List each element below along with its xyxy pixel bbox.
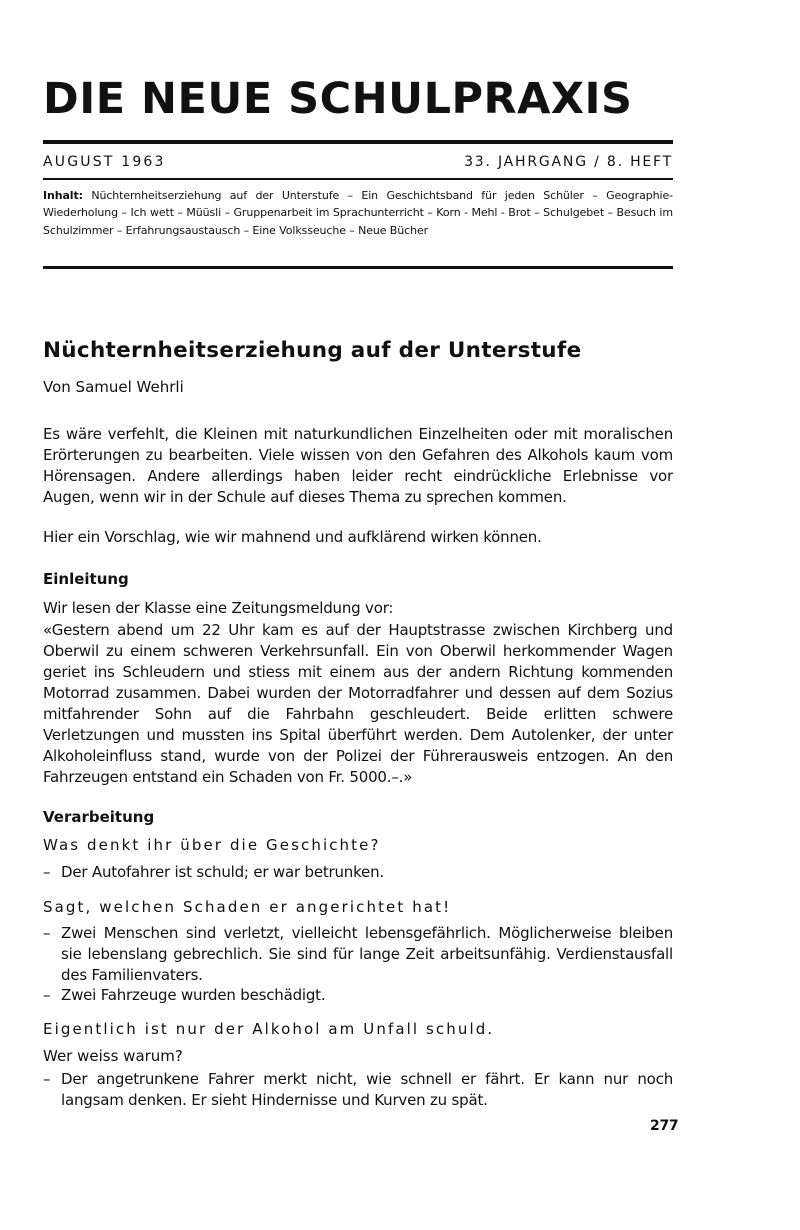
answer-3 [43, 985, 673, 1006]
question-2: Sagt, welchen Schaden er angerichtet hat! [43, 898, 452, 916]
issue-number: 33. JAHRGANG / 8. HEFT [464, 154, 673, 170]
proposal-paragraph: Hier ein Vorschlag, wie wir mahnend und aufklärend wirken können. [43, 528, 542, 546]
contents-rule-bottom [43, 266, 673, 269]
einleitung-lead: Wir lesen der Klasse eine Zeitungsmeldung vor: [43, 599, 394, 617]
dash-bullet: – [43, 1070, 51, 1088]
question-4: Wer weiss warum? [43, 1047, 183, 1065]
dash-bullet: – [43, 986, 51, 1004]
issue-date: AUGUST 1963 [43, 154, 166, 170]
question-3: Eigentlich ist nur der Alkohol am Unfall schuld. [43, 1020, 495, 1038]
issue-line [43, 154, 673, 172]
section-heading-verarbeitung: Verarbeitung [43, 808, 155, 826]
contents-label: Inhalt: [43, 189, 83, 202]
article-byline: Von Samuel Wehrli [43, 378, 184, 396]
question-1: Was denkt ihr über die Geschichte? [43, 836, 381, 854]
answer-4 [43, 1069, 673, 1111]
answer-1 [43, 862, 673, 883]
answer-1-text: Der Autofahrer ist schuld; er war betrunken. [61, 863, 384, 881]
answer-2 [43, 923, 673, 986]
contents-text: Nüchternheitserziehung auf der Unterstufe – Ein Geschichtsband für jeden Schüler – Geographie-Wiederholung – Ich wett – Müüsli – Gruppenarbeit im Sprachunterricht – Korn - Mehl - Brot – Schulgebet – Besuch im Schulzimmer – Erfahrungsaustausch – Eine Volksseuche – Neue Bücher [43, 189, 673, 237]
article-title: Nüchternheitserziehung auf der Unterstufe [43, 338, 582, 363]
dash-bullet: – [43, 924, 51, 942]
dash-bullet: – [43, 863, 51, 881]
newspaper-quote: «Gestern abend um 22 Uhr kam es auf der Hauptstrasse zwischen Kirchberg und Oberwil zu einem schweren Verkehrsunfall. Ein von Oberwil herkommender Wagen geriet ins Schleudern und stiess mit einem aus der andern Richtung kommenden Motorrad zusammen. Dabei wurden der Motorradfahrer und dessen auf dem Sozius mitfahrender Sohn auf die Fahrbahn geschleudert. Beide erlitten schwere Verletzungen und mussten ins Spital überführt werden. Dem Autolenker, der unter Alkoholeinfluss stand, wurde von der Polizei der Führerausweis entzogen. An den Fahrzeugen entstand ein Schaden von Fr. 5000.–.» [43, 621, 673, 786]
intro-paragraph: Es wäre verfehlt, die Kleinen mit naturkundlichen Einzelheiten oder mit moralischen Erörterungen zu bearbeiten. Viele wissen von den Gefahren des Alkohols kaum vom Hörensagen. Andere allerdings haben leider recht eindrückliche Erlebnisse vor Augen, wenn wir in der Schule auf dieses Thema zu sprechen kommen. [43, 425, 673, 506]
answer-3-text: Zwei Fahrzeuge wurden beschädigt. [61, 986, 326, 1004]
answer-4-text: Der angetrunkene Fahrer merkt nicht, wie schnell er fährt. Er kann nur noch langsam denken. Er sieht Hindernisse und Kurven zu spät. [61, 1070, 673, 1109]
page-number: 277 [650, 1118, 679, 1134]
masthead-rule-top [43, 140, 673, 144]
section-heading-einleitung: Einleitung [43, 570, 129, 588]
table-of-contents [43, 187, 673, 239]
answer-2-text: Zwei Menschen sind verletzt, vielleicht lebensgefährlich. Möglicherweise bleiben sie lebenslang gebrechlich. Sie sind für lange Zeit arbeitsunfähig. Verdienstausfall des Familienvaters. [61, 924, 673, 984]
masthead-rule-middle [43, 178, 673, 180]
masthead-title: DIE NEUE SCHULPRAXIS [43, 74, 633, 124]
